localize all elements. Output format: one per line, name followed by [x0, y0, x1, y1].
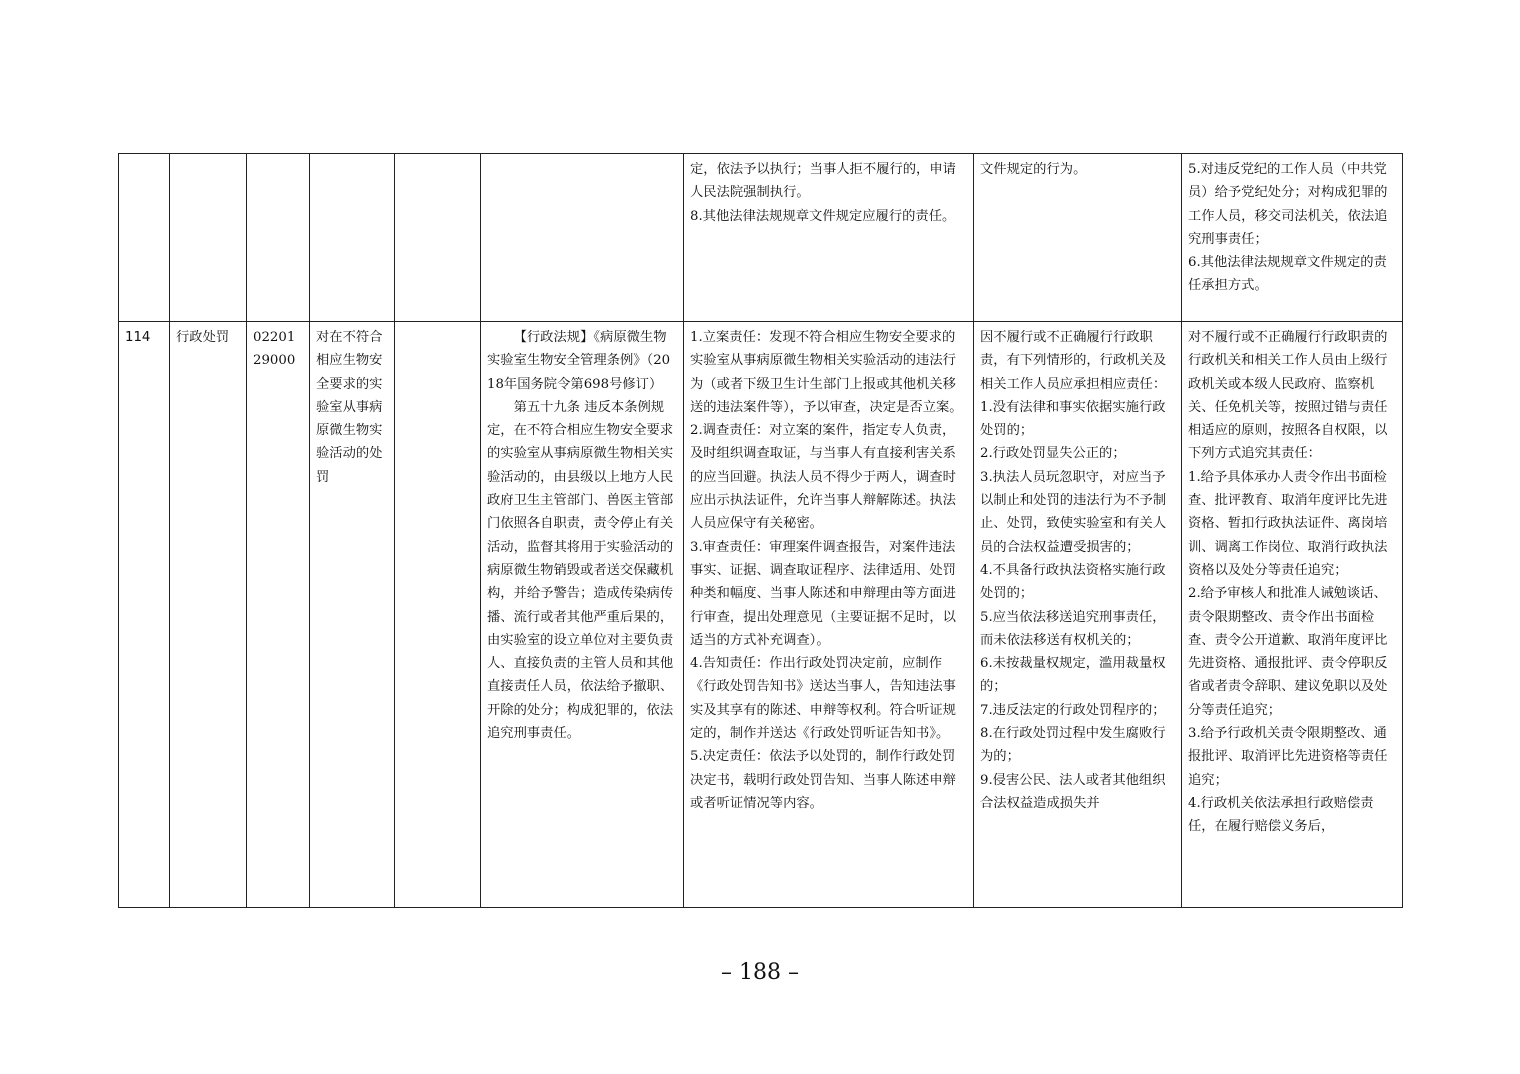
paragraph: 1.立案责任：发现不符合相应生物安全要求的实验室从事病原微生物相关实验活动的违法行为（或者下级卫生计生部门上报或其他机关移送的违法案件等），予以审查，决定是否立案。 — [690, 330, 963, 415]
duties-cell — [684, 154, 974, 322]
paragraph: 3.给予行政机关责令限期整改、通报批评、取消评比先进资格等责任追究； — [1188, 726, 1388, 788]
table-row — [119, 154, 1403, 322]
paragraph: 【行政法规】《病原微生物实验室生物安全管理条例》（2018年国务院令第698号修订） — [487, 330, 671, 392]
paragraph: 7.违反法定的行政处罚程序的； — [980, 702, 1166, 718]
paragraph: 1.给予具体承办人责令作出书面检查、批评教育、取消年度评比先进资格、暂扣行政执法证件、离岗培训、调离工作岗位、取消行政执法资格以及处分等责任追究； — [1188, 469, 1388, 578]
table-row — [119, 322, 1403, 908]
page-number: – 188 – — [721, 960, 799, 985]
legal-basis-cell — [481, 154, 684, 322]
accountability-cell — [1182, 322, 1403, 908]
legal-basis-cell — [481, 322, 684, 908]
paragraph: 4.行政机关依法承担行政赔偿责任，在履行赔偿义务后， — [1188, 795, 1374, 835]
category-cell: 行政处罚 — [170, 322, 247, 908]
paragraph: 8.其他法律法规规章文件规定应履行的责任。 — [690, 208, 956, 224]
paragraph: 4.不具备行政执法资格实施行政处罚的； — [980, 562, 1166, 602]
sub-item-cell — [395, 322, 481, 908]
paragraph: 8.在行政处罚过程中发生腐败行为的； — [980, 726, 1166, 765]
paragraph: 2.调查责任：对立案的案件，指定专人负责，及时组织调查取证，与当事人有直接利害关系的应当回避。执法人员不得少于两人，调查时应出示执法证件，允许当事人辩解陈述。执法人员应保守有关秘密。 — [690, 423, 956, 532]
paragraph: 4.告知责任：作出行政处罚决定前，应制作《行政处罚告知书》送达当事人，告知违法事实及其享有的陈述、申辩等权利。符合听证规定的，制作并送达《行政处罚听证告知书》。 — [690, 656, 956, 742]
paragraph: 1.没有法律和事实依据实施行政处罚的； — [980, 399, 1166, 439]
responsibility-table — [118, 153, 1403, 908]
paragraph: 5.决定责任：依法予以处罚的，制作行政处罚决定书，载明行政处罚告知、当事人陈述申辩或者听证情况等内容。 — [690, 749, 956, 811]
category-cell — [170, 154, 247, 322]
paragraph: 2.行政处罚显失公正的； — [980, 446, 1126, 462]
item-name-cell: 对在不符合相应生物安全要求的实验室从事病原微生物实验活动的处罚 — [310, 322, 395, 908]
paragraph: 文件规定的行为。 — [980, 162, 1087, 177]
paragraph: 2.给予审核人和批准人诫勉谈话、责令限期整改、责令作出书面检查、责令公开道歉、取消年度评比先进资格、通报批评、责令停职反省或者责令辞职、建议免职以及处分等责任追究； — [1188, 586, 1388, 718]
paragraph: 6.未按裁量权规定，滥用裁量权的； — [980, 656, 1166, 695]
code-cell — [247, 154, 310, 322]
paragraph: 第五十九条 违反本条例规定，在不符合相应生物安全要求的实验室从事病原微生物相关实验活动的，由县级以上地方人民政府卫生主管部门、兽医主管部门依照各自职责，责令停止有关活动，监督其将用于实验活动的病原微生物销毁或者送交保藏机构，并给予警告；造成传染病传播、流行或者其他严重后果的，由实验室的设立单位对主要负责人、直接负责的主管人员和其他直接责任人员，依法给予撤职、开除的处分；构成犯罪的，依法追究刑事责任。 — [487, 399, 674, 742]
item-number-cell: 114 — [119, 322, 170, 908]
duties-cell — [684, 322, 974, 908]
paragraph: 3.执法人员玩忽职守，对应当予以制止和处罚的违法行为不予制止、处罚，致使实验室和有关人员的合法权益遭受损害的； — [980, 469, 1167, 555]
paragraph: 9.侵害公民、法人或者其他组织合法权益造成损失并 — [980, 772, 1166, 811]
paragraph: 3.审查责任：审理案件调查报告，对案件违法事实、证据、调查取证程序、法律适用、处罚种类和幅度、当事人陈述和申辩理由等方面进行审查，提出处理意见（主要证据不足时，以适当的方式补充调查）。 — [690, 539, 956, 648]
circumstances-cell — [974, 154, 1182, 322]
item-number-cell — [119, 154, 170, 322]
accountability-cell — [1182, 154, 1403, 322]
circumstances-cell — [974, 322, 1182, 908]
sub-item-cell — [395, 154, 481, 322]
paragraph: 定，依法予以执行；当事人拒不履行的，申请人民法院强制执行。 — [690, 162, 956, 201]
paragraph: 5.应当依法移送追究刑事责任，而未依法移送有权机关的； — [980, 609, 1166, 648]
paragraph: 因不履行或不正确履行行政职责，有下列情形的，行政机关及相关工作人员应承担相应责任： — [980, 330, 1167, 392]
paragraph: 6.其他法律法规规章文件规定的责任承担方式。 — [1188, 255, 1387, 294]
paragraph: 5.对违反党纪的工作人员（中共党员）给予党纪处分；对构成犯罪的工作人员，移交司法机关，依法追究刑事责任； — [1188, 162, 1388, 247]
code-cell: 0220129000 — [247, 322, 310, 908]
item-name-cell — [310, 154, 395, 322]
paragraph: 对不履行或不正确履行行政职责的行政机关和相关工作人员由上级行政机关或本级人民政府、监察机关、任免机关等，按照过错与责任相适应的原则，按照各自权限，以下列方式追究其责任： — [1188, 330, 1388, 462]
